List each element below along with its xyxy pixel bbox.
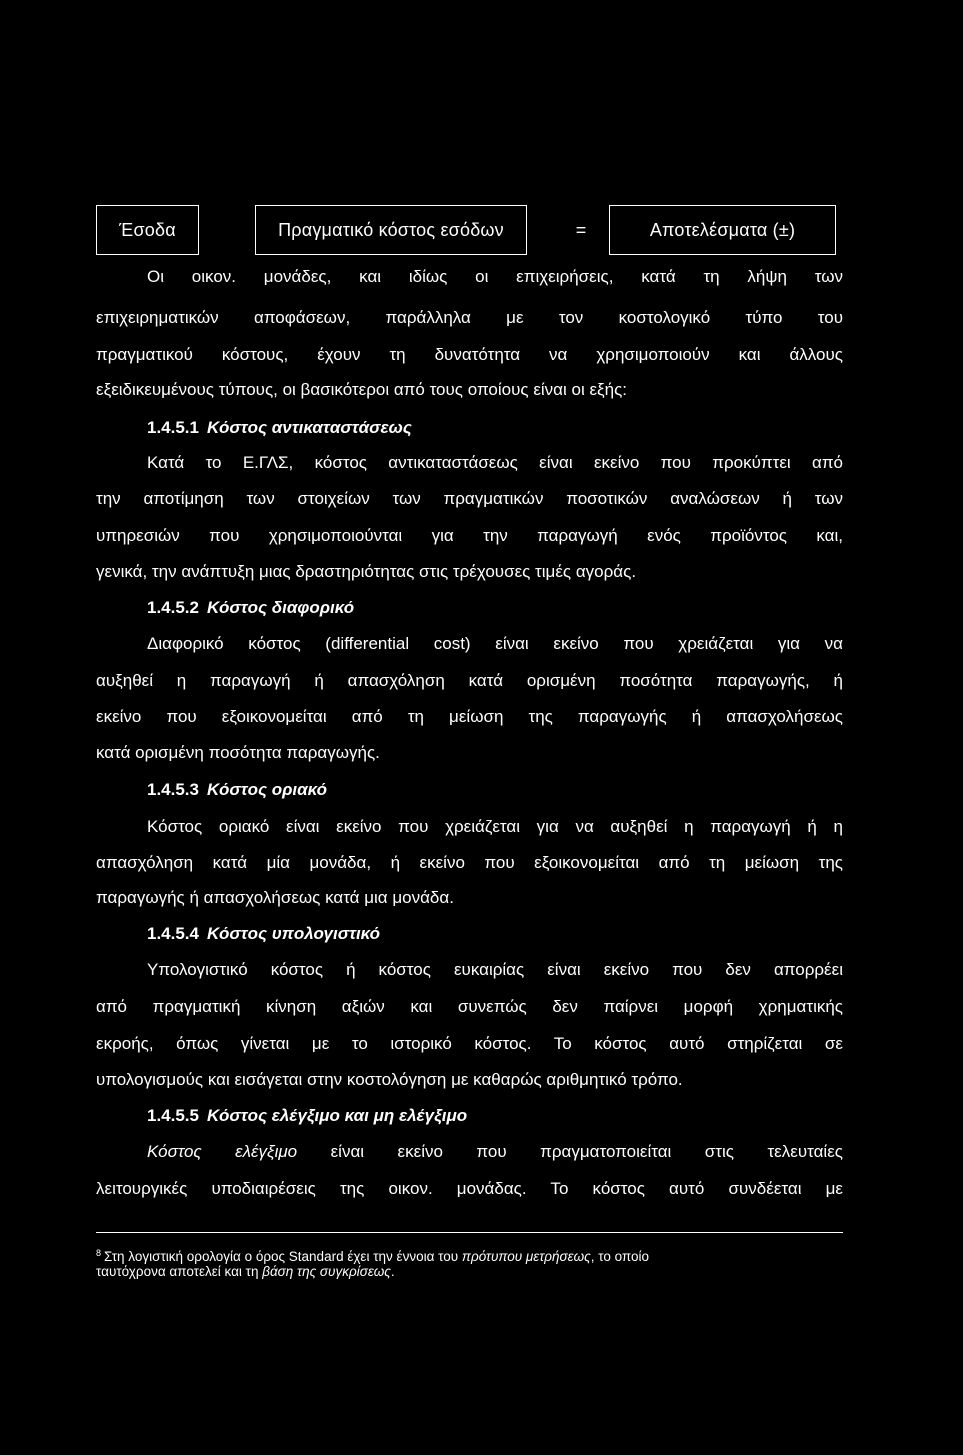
paragraph-line: υπηρεσιών που χρησιμοποιούνται για την παραγωγή ενός προϊόντος και,	[96, 526, 843, 545]
paragraph-line: παραγωγής ή απασχολήσεως κατά μια μονάδα.	[96, 888, 454, 907]
paragraph-line: αυξηθεί η παραγωγή ή απασχόληση κατά ορισμένη ποσότητα παραγωγής, ή	[96, 671, 843, 690]
intro-line-4: εξειδικευμένους τύπους, οι βασικότεροι από τους οποίους είναι οι εξής:	[96, 380, 628, 399]
section-heading: 1.4.5.4 Κόστος υπολογιστικό	[147, 924, 381, 943]
income-formula	[96, 205, 836, 257]
paragraph-line: γενικά, την ανάπτυξη μιας δραστηριότητας στις τρέχουσες τιμές αγοράς.	[96, 562, 637, 581]
section-heading: 1.4.5.3 Κόστος οριακό	[147, 780, 328, 799]
footnote-line-2: ταυτόχρονα αποτελεί και τη βάση της συγκρίσεως.	[96, 1264, 395, 1279]
section-heading: 1.4.5.1 Κόστος αντικαταστάσεως	[147, 418, 412, 437]
results-box: Αποτελέσματα (±)	[609, 205, 836, 255]
paragraph-line: Κόστος οριακό είναι εκείνο που χρειάζεται για να αυξηθεί η παραγωγή ή η	[147, 817, 843, 836]
intro-line-2: επιχειρηματικών αποφάσεων, παράλληλα με τον κοστολογικό τύπο του	[96, 308, 843, 327]
intro-line-3: πραγματικού κόστους, έχουν τη δυνατότητα να χρησιμοποιούν και άλλους	[96, 345, 843, 364]
paragraph-line: εκροής, όπως γίνεται με το ιστορικό κόστος. Το κόστος αυτό στηρίζεται σε	[96, 1034, 843, 1053]
footnote-mark: 8	[96, 1248, 102, 1258]
section-heading: 1.4.5.5 Κόστος ελέγξιμο και μη ελέγξιμο	[147, 1106, 468, 1125]
paragraph-line: υπολογισμούς και εισάγεται στην κοστολόγηση με καθαρώς αριθμητικό τρόπο.	[96, 1070, 683, 1089]
paragraph-line: από πραγματική κίνηση αξιών και συνεπώς δεν παίρνει μορφή χρηματικής	[96, 997, 843, 1016]
paragraph-line: κατά ορισμένη ποσότητα παραγωγής.	[96, 743, 380, 762]
actual-cost-box: Πραγματικό κόστος εσόδων	[255, 205, 527, 255]
footnote-line-1: $^8$ Στη λογιστική ορολογία ο όρος Standard έχει την έννοια του πρότυπου μετρήσεως, το οποίο	[96, 1248, 650, 1264]
paragraph-line: Υπολογιστικό κόστος ή κόστος ευκαιρίας είναι εκείνο που δεν απορρέει	[147, 960, 843, 979]
paragraph-line: την αποτίμηση των στοιχείων των πραγματικών ποσοτικών αναλώσεων ή των	[96, 489, 843, 508]
paragraph-line: λειτουργικές υποδιαιρέσεις της οικον. μονάδας. Το κόστος αυτό συνδέεται με	[96, 1179, 843, 1198]
paragraph-line: εκείνο που εξοικονομείται από τη μείωση της παραγωγής ή απασχολήσεως	[96, 707, 843, 726]
paragraph-line: Κατά το Ε.ΓΛΣ, κόστος αντικαταστάσεως είναι εκείνο που προκύπτει από	[147, 453, 843, 472]
paragraph-line: Κόστος ελέγξιμο είναι εκείνο που πραγματοποιείται στις τελευταίες	[147, 1142, 843, 1161]
footnote-divider	[96, 1232, 843, 1233]
income-box: Έσοδα	[96, 205, 199, 255]
equals-sign: =	[575, 219, 587, 240]
intro-line-1: Οι οικον. μονάδες, και ιδίως οι επιχειρήσεις, κατά τη λήψη των	[147, 267, 843, 286]
paragraph-line: Διαφορικό κόστος (differential cost) είναι εκείνο που χρειάζεται για να	[147, 634, 843, 653]
section-heading: 1.4.5.2 Κόστος διαφορικό	[147, 598, 355, 617]
paragraph-line: απασχόληση κατά μία μονάδα, ή εκείνο που εξοικονομείται από τη μείωση της	[96, 853, 843, 872]
